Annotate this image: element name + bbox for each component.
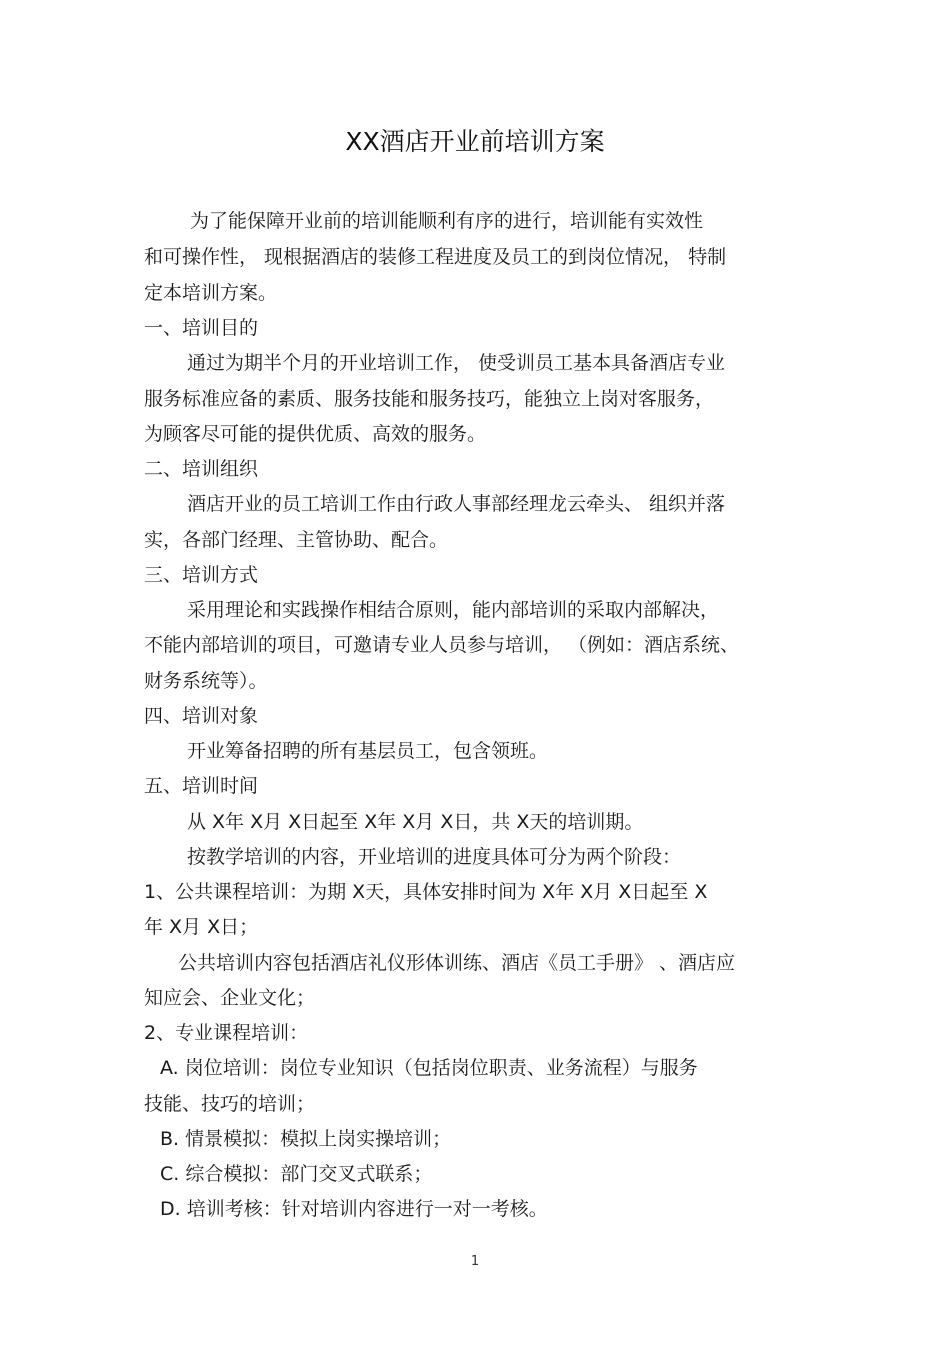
paragraph-line-method-1: 采用理论和实践操作相结合原则，能内部培训的采取内部解决， xyxy=(187,599,720,621)
paragraph-line-target-1: 开业筹备招聘的所有基层员工，包含领班。 xyxy=(187,740,549,762)
paragraph-line-public-content-2: 知应会、企业文化； xyxy=(144,987,316,1009)
section-heading-time: 五、培训时间 xyxy=(144,775,259,797)
paragraph-line-public-content-1: 公共培训内容包括酒店礼仪形体训练、酒店《员工手册》 、酒店应 xyxy=(178,952,736,974)
page-number: 1 xyxy=(470,1254,480,1269)
list-item-public-course-2: 年 X月 X日； xyxy=(144,916,259,938)
paragraph-line-intro-2: 和可操作性， 现根据酒店的装修工程进度及员工的到岗位情况， 特制 xyxy=(144,246,727,268)
list-item-a-2: 技能、技巧的培训； xyxy=(144,1093,316,1115)
section-heading-organization: 二、培训组织 xyxy=(144,458,259,480)
paragraph-line-intro-1: 为了能保障开业前的培训能顺利有序的进行，培训能有实效性 xyxy=(190,210,704,232)
list-item-b: B. 情景模拟：模拟上岗实操培训； xyxy=(160,1128,452,1150)
paragraph-line-organization-1: 酒店开业的员工培训工作由行政人事部经理龙云牵头、 组织并落 xyxy=(187,493,726,515)
section-heading-method: 三、培训方式 xyxy=(144,564,259,586)
document-title: XX酒店开业前培训方案 xyxy=(345,127,605,156)
list-item-a-1: A. 岗位培训：岗位专业知识（包括岗位职责、业务流程）与服务 xyxy=(160,1057,698,1079)
paragraph-line-intro-3: 定本培训方案。 xyxy=(144,282,278,304)
paragraph-line-method-3: 财务系统等）。 xyxy=(144,670,268,692)
section-heading-purpose: 一、培训目的 xyxy=(144,317,259,339)
paragraph-line-time-2: 按教学培训的内容，开业培训的进度具体可分为两个阶段： xyxy=(187,846,682,868)
list-item-public-course-1: 1、公共课程培训：为期 X天，具体安排时间为 X年 X月 X日起至 X xyxy=(144,881,708,903)
paragraph-line-purpose-2: 服务标准应备的素质、服务技能和服务技巧，能独立上岗对客服务， xyxy=(144,388,715,410)
section-heading-target: 四、培训对象 xyxy=(144,705,259,727)
paragraph-line-time-1: 从 X年 X月 X日起至 X年 X月 X日，共 X天的培训期。 xyxy=(187,811,644,833)
list-item-c: C. 综合模拟：部门交叉式联系； xyxy=(160,1163,433,1185)
paragraph-line-purpose-3: 为顾客尽可能的提供优质、高效的服务。 xyxy=(144,423,487,445)
list-item-professional-course: 2、专业课程培训： xyxy=(144,1022,309,1044)
paragraph-line-organization-2: 实，各部门经理、主管协助、配合。 xyxy=(144,529,449,551)
paragraph-line-method-2: 不能内部培训的项目，可邀请专业人员参与培训， （例如：酒店系统、 xyxy=(144,634,740,656)
list-item-d: D. 培训考核：针对培训内容进行一对一考核。 xyxy=(160,1198,548,1220)
paragraph-line-purpose-1: 通过为期半个月的开业培训工作， 使受训员工基本具备酒店专业 xyxy=(187,352,726,374)
